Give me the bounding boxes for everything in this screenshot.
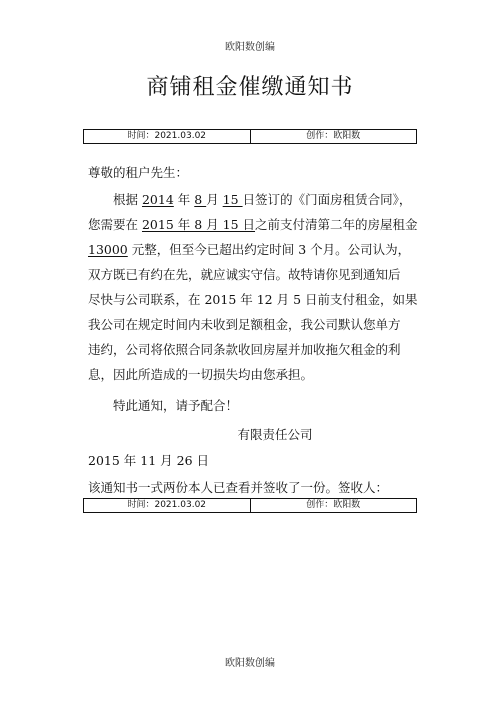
contract-year: 2014 xyxy=(141,192,174,207)
header-note: 欧阳数创编 xyxy=(225,42,275,53)
meta-time: 时间：2021.03.02 xyxy=(127,131,207,141)
receipt-line: 该通知书一式两份本人已查看并签收了一份。签收人： xyxy=(88,480,389,495)
contract-month: 8 xyxy=(194,192,207,207)
document-title: 商铺租金催缴通知书 xyxy=(146,75,354,100)
meta-author-bottom: 创作：欧阳数 xyxy=(250,499,417,512)
company-name: 有限责任公司 xyxy=(237,427,313,442)
body-line-2: 您需要在 2015 年 8 月 15 日之前支付清第二年的房屋租金 xyxy=(88,217,418,232)
meta-author: 创作：欧阳数 xyxy=(250,130,417,143)
notice-date: 2015 年 11 月 26 日 xyxy=(88,453,209,468)
closing-line: 特此通知，请予配合！ xyxy=(113,398,239,413)
meta-time-bottom: 时间：2021.03.02 xyxy=(127,500,207,510)
body-line-3: 13000 元整，但至今已超出约定时间 3 个月。公司认为， xyxy=(88,242,411,257)
rent-amount: 13000 xyxy=(88,242,128,257)
body-line-1: 根据 2014 年 8 月 15 日签订的《门面房租赁合同》， xyxy=(113,192,412,207)
meta-table-bottom xyxy=(83,498,417,513)
body-line-7: 违约，公司将依照合同条款收回房屋并加收拖欠租金的利 xyxy=(88,342,401,357)
body-line-6: 我公司在规定时间内未收到足额租金，我公司默认您单方 xyxy=(88,317,401,332)
footer-note: 欧阳数创编 xyxy=(225,658,275,669)
body-line-5: 尽快与公司联系，在 2015 年 12 月 5 日前支付租金，如果 xyxy=(88,292,418,307)
contract-day: 15 xyxy=(222,192,243,207)
due-date: 2015 年 8 月 15 日 xyxy=(141,217,256,232)
body-line-8: 息，因此所造成的一切损失均由您承担。 xyxy=(88,367,314,382)
body-line-4: 双方既已有约在先，就应诚实守信。故特请你见到通知后 xyxy=(88,267,401,282)
meta-table xyxy=(83,129,417,144)
salutation: 尊敬的租户先生： xyxy=(88,165,189,180)
